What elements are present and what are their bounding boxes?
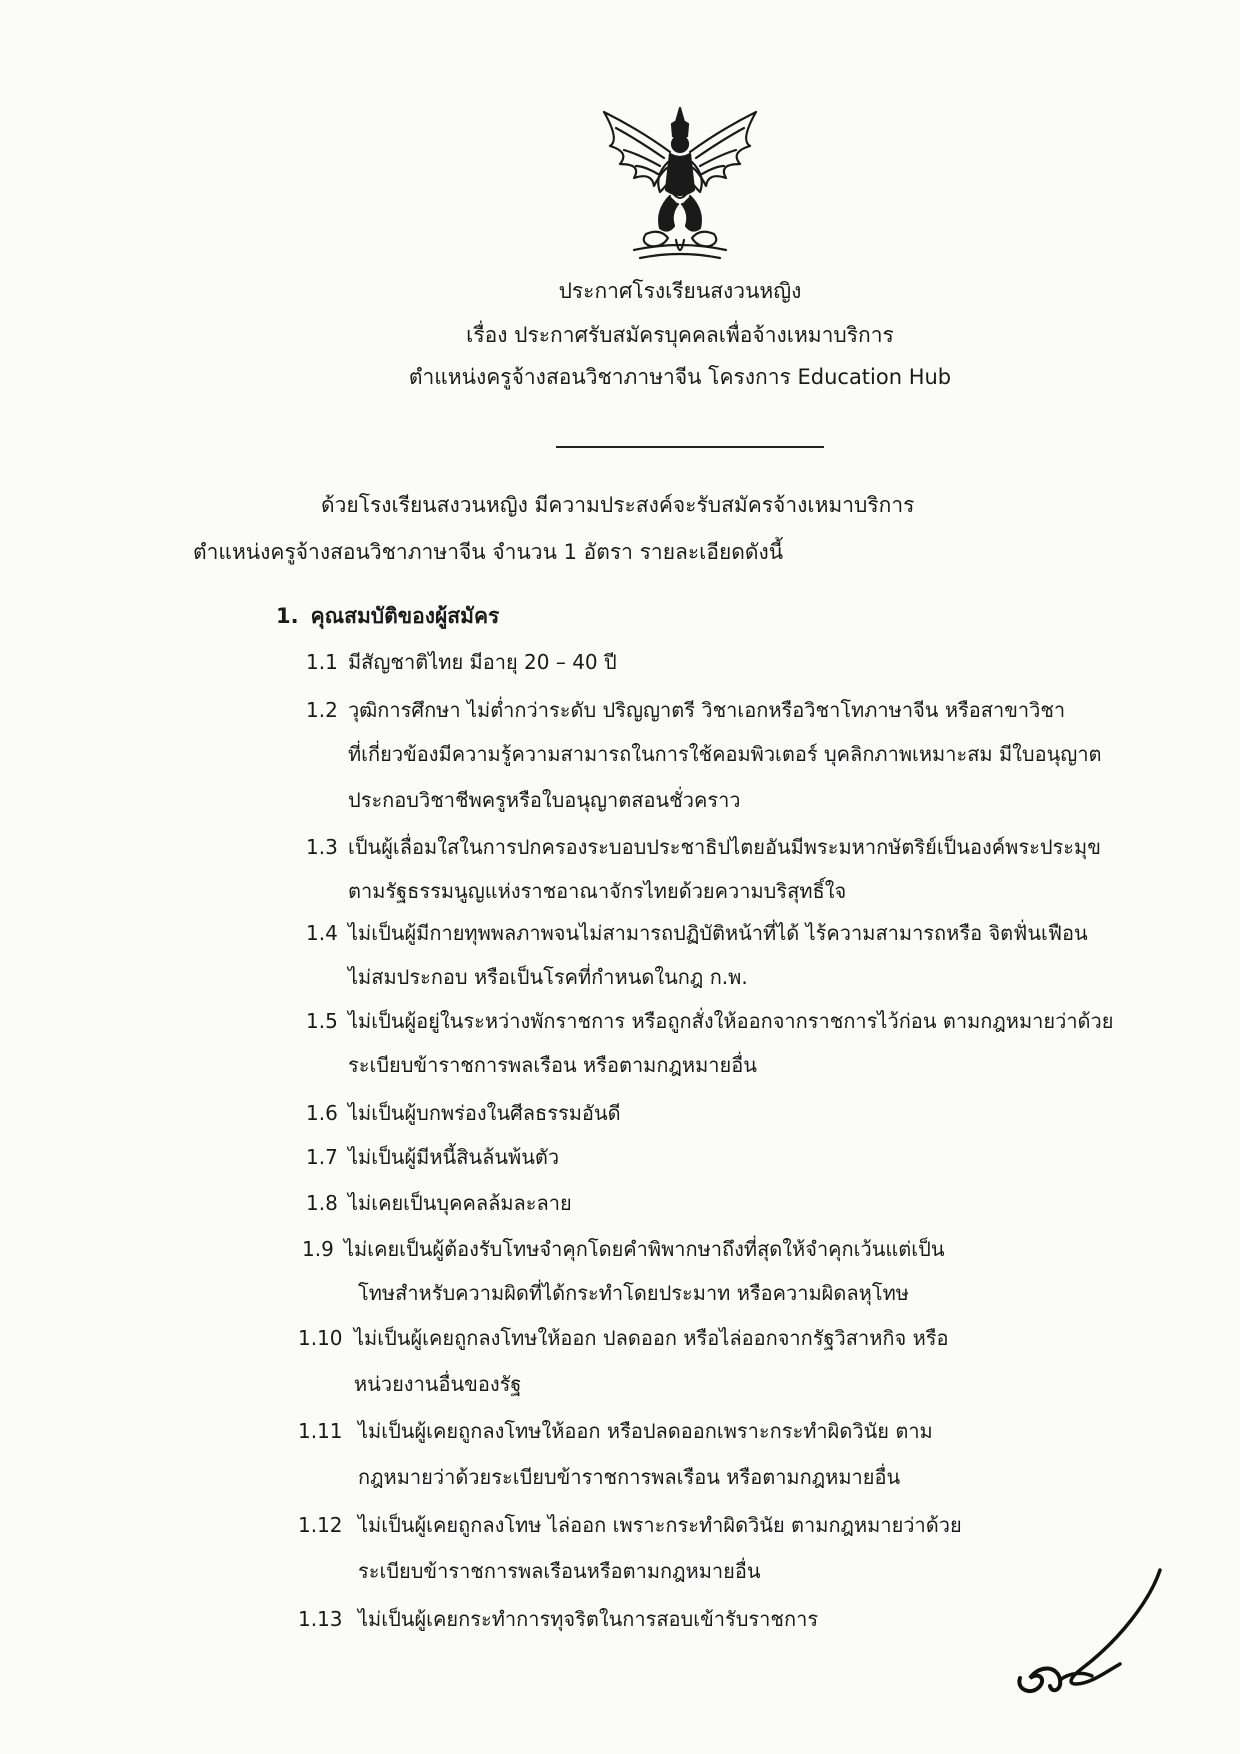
item-line: ไม่เคยเป็นบุคคลล้มละลาย <box>348 1191 572 1215</box>
item-line: ไม่เป็นผู้เคยกระทำการทุจริตในการสอบเข้ารับราชการ <box>358 1607 819 1631</box>
item-number: 1.1 <box>306 650 338 674</box>
header-title: ประกาศโรงเรียนสงวนหญิง <box>558 279 802 303</box>
intro-line-1: ด้วยโรงเรียนสงวนหญิง มีความประสงค์จะรับสมัครจ้างเหมาบริการ <box>321 493 915 517</box>
item-line: ไม่เป็นผู้อยู่ในระหว่างพักราชการ หรือถูกสั่งให้ออกจากราชการไว้ก่อน ตามกฎหมายว่าด้วย <box>348 1009 1114 1033</box>
item-line: ไม่เป็นผู้มีหนี้สินล้นพ้นตัว <box>348 1145 560 1169</box>
section-title: คุณสมบัติของผู้สมัคร <box>310 604 500 628</box>
item-number: 1.2 <box>306 698 338 722</box>
item-line: ไม่เป็นผู้มีกายทุพพลภาพจนไม่สามารถปฏิบัติหน้าที่ได้ ไร้ความสามารถหรือ จิตฟั่นเฟือน <box>348 921 1088 945</box>
item-line: ระเบียบข้าราชการพลเรือนหรือตามกฎหมายอื่น <box>358 1559 761 1583</box>
item-line: หน่วยงานอื่นของรัฐ <box>354 1372 522 1396</box>
item-line: ระเบียบข้าราชการพลเรือน หรือตามกฎหมายอื่น <box>348 1053 757 1077</box>
handwritten-signature <box>1010 1560 1210 1710</box>
garuda-emblem-icon <box>590 100 770 270</box>
item-line: ไม่เป็นผู้บกพร่องในศีลธรรมอันดี <box>348 1101 621 1125</box>
item-number: 1.8 <box>306 1191 338 1215</box>
section-heading <box>276 601 499 631</box>
item-number: 1.4 <box>306 921 338 945</box>
item-number: 1.10 <box>298 1326 343 1350</box>
item-line: ไม่สมประกอบ หรือเป็นโรคที่กำหนดในกฎ ก.พ. <box>348 965 748 989</box>
header-subject: เรื่อง ประกาศรับสมัครบุคคลเพื่อจ้างเหมาบริการ <box>466 323 894 347</box>
item-line: โทษสำหรับความผิดที่ได้กระทำโดยประมาท หรือความผิดลหุโทษ <box>358 1281 909 1305</box>
item-line: เป็นผู้เลื่อมใสในการปกครองระบอบประชาธิปไตยอันมีพระมหากษัตริย์เป็นองค์พระประมุข <box>348 835 1101 859</box>
item-line: ไม่เป็นผู้เคยถูกลงโทษให้ออก หรือปลดออกเพราะกระทำผิดวินัย ตาม <box>358 1419 933 1443</box>
item-number: 1.9 <box>302 1237 334 1261</box>
section-number: 1. <box>276 604 299 628</box>
intro-line-2: ตำแหน่งครูจ้างสอนวิชาภาษาจีน จำนวน 1 อัตรา รายละเอียดดังนี้ <box>193 540 784 564</box>
item-number: 1.11 <box>298 1419 343 1443</box>
item-line: ประกอบวิชาชีพครูหรือใบอนุญาตสอนชั่วคราว <box>348 788 741 812</box>
item-number: 1.7 <box>306 1145 338 1169</box>
item-number: 1.5 <box>306 1009 338 1033</box>
item-number: 1.13 <box>298 1607 343 1631</box>
header-divider <box>556 446 824 448</box>
item-line: วุฒิการศึกษา ไม่ต่ำกว่าระดับ ปริญญาตรี วิชาเอกหรือวิชาโทภาษาจีน หรือสาขาวิชา <box>348 698 1066 722</box>
item-line: ไม่เป็นผู้เคยถูกลงโทษ ไล่ออก เพราะกระทำผิดวินัย ตามกฎหมายว่าด้วย <box>358 1513 962 1537</box>
item-line: กฎหมายว่าด้วยระเบียบข้าราชการพลเรือน หรือตามกฎหมายอื่น <box>358 1465 901 1489</box>
item-line: ไม่เคยเป็นผู้ต้องรับโทษจำคุกโดยคำพิพากษาถึงที่สุดให้จำคุกเว้นแต่เป็น <box>344 1237 945 1261</box>
item-line: มีสัญชาติไทย มีอายุ 20 – 40 ปี <box>348 650 617 674</box>
item-number: 1.3 <box>306 835 338 859</box>
header-position: ตำแหน่งครูจ้างสอนวิชาภาษาจีน โครงการ Education Hub <box>408 365 952 389</box>
item-line: ตามรัฐธรรมนูญแห่งราชอาณาจักรไทยด้วยความบริสุทธิ์ใจ <box>348 879 847 903</box>
item-number: 1.6 <box>306 1101 338 1125</box>
item-number: 1.12 <box>298 1513 343 1537</box>
item-line: ที่เกี่ยวข้องมีความรู้ความสามารถในการใช้คอมพิวเตอร์ บุคลิกภาพเหมาะสม มีใบอนุญาต <box>348 742 1102 766</box>
item-line: ไม่เป็นผู้เคยถูกลงโทษให้ออก ปลดออก หรือไล่ออกจากรัฐวิสาหกิจ หรือ <box>354 1326 949 1350</box>
